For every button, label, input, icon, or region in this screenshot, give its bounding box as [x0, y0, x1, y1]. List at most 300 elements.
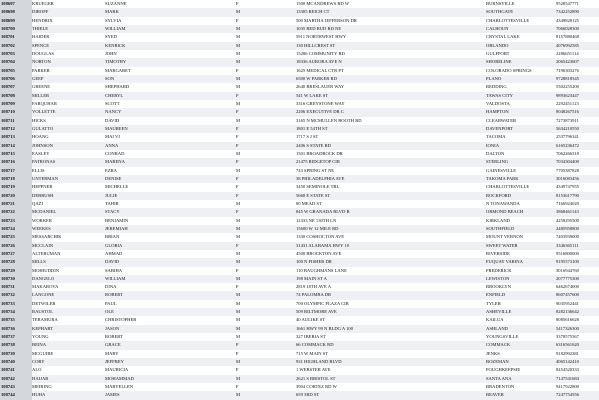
phone-cell: 2292451123: [556, 100, 579, 106]
last-name-cell: GREENE: [32, 84, 51, 90]
table-row[interactable]: [0, 108, 599, 116]
phone-cell: 5302255200: [556, 84, 579, 90]
first-name-cell: ROBERT: [105, 292, 123, 298]
record-id-cell: 108705: [0, 67, 32, 75]
phone-cell: 8454520333: [556, 367, 579, 373]
table-row[interactable]: [0, 92, 599, 100]
phone-cell: 8157880468: [556, 34, 579, 40]
phone-cell: 4065142410: [556, 359, 579, 365]
sex-cell: F: [236, 192, 239, 198]
first-name-cell: JEREMIAH: [105, 225, 128, 231]
table-row[interactable]: [0, 366, 599, 374]
address-cell: 2406 S STATE RD: [296, 142, 331, 148]
record-id-cell: 108697: [0, 0, 32, 8]
sex-cell: F: [236, 125, 239, 131]
sex-cell: M: [236, 59, 241, 65]
record-id-cell: 108737: [0, 333, 32, 341]
phone-cell: 3346365111: [556, 242, 579, 248]
first-name-cell: AHMAD: [105, 250, 123, 256]
city-cell: CHARLOTTESVILLE: [486, 17, 530, 23]
last-name-cell: MCGUIRE: [32, 350, 54, 356]
phone-cell: 9035952441: [556, 300, 579, 306]
first-name-cell: BENJAMIN: [105, 217, 129, 223]
last-name-cell: MOHIUDDIN: [32, 267, 60, 273]
city-cell: BEAVER: [486, 392, 504, 398]
city-cell: GAINESVILLE: [486, 167, 517, 173]
record-id-cell: 108725: [0, 233, 32, 241]
table-row[interactable]: [0, 375, 599, 383]
record-id-cell: 108719: [0, 183, 32, 191]
city-cell: CLEARWATER: [486, 117, 517, 123]
phone-cell: 9195573100: [556, 259, 579, 265]
city-cell: SOUTHGATE: [486, 9, 514, 15]
first-name-cell: GRACE: [105, 342, 121, 348]
table-row[interactable]: [0, 58, 599, 66]
record-id-cell: 108734: [0, 308, 32, 316]
sex-cell: M: [236, 34, 241, 40]
phone-cell: 9528547771: [556, 1, 579, 6]
phone-cell: 2286651114: [556, 50, 579, 56]
last-name-cell: EASLEY: [32, 150, 50, 156]
phone-cell: 4349747955: [556, 184, 579, 190]
city-cell: TAWAS CITY: [486, 92, 513, 98]
city-cell: BOZEMAN: [486, 359, 509, 365]
phone-cell: 8048267516: [556, 109, 579, 115]
phone-cell: 8153617790: [556, 192, 579, 198]
phone-cell: 7273873911: [556, 117, 579, 123]
city-cell: BRADENTON: [486, 384, 515, 390]
table-row[interactable]: [0, 316, 599, 324]
phone-cell: 6316561620: [556, 342, 579, 348]
address-cell: 509 BILTMORE AVE: [296, 309, 337, 315]
address-cell: 198 MAIN ST A: [296, 275, 327, 281]
first-name-cell: SCOTT: [105, 100, 120, 106]
record-id-cell: 108700: [0, 25, 32, 33]
table-row[interactable]: [0, 358, 599, 366]
address-cell: 541 W LAKE ST: [296, 92, 329, 98]
last-name-cell: VOLLETTE: [32, 109, 56, 115]
table-row[interactable]: [0, 50, 599, 58]
sex-cell: M: [236, 9, 241, 15]
last-name-cell: HENDRIX: [32, 17, 53, 23]
last-name-cell: HAIDER: [32, 34, 50, 40]
record-id-cell: 108718: [0, 175, 32, 183]
phone-cell: 7342252890: [556, 9, 579, 15]
last-name-cell: ALO: [32, 367, 42, 373]
table-row[interactable]: [0, 150, 599, 158]
address-cell: 3450 SEMINOLE TRL: [296, 184, 340, 190]
city-cell: REDDING: [486, 84, 507, 90]
record-id-cell: 108713: [0, 133, 32, 141]
phone-cell: 3378575567: [556, 334, 579, 340]
table-row[interactable]: [0, 75, 599, 83]
table-row[interactable]: [0, 0, 599, 8]
sex-cell: F: [236, 209, 239, 215]
last-name-cell: FARQUHAR: [32, 100, 57, 106]
first-name-cell: MARK: [105, 9, 119, 15]
last-name-cell: WORKER: [32, 217, 52, 223]
phone-cell: 7166924020: [556, 200, 579, 206]
table-row[interactable]: [0, 158, 599, 166]
city-cell: SANTA ANA: [486, 375, 512, 381]
sex-cell: M: [236, 25, 241, 31]
address-cell: 3165 N MCMULLEN BOOTH RD: [296, 117, 362, 123]
address-cell: 3904 CORTEZ RD W: [296, 384, 337, 390]
city-cell: DAVENPORT: [486, 125, 513, 131]
first-name-cell: JAMES: [105, 392, 120, 398]
phone-cell: 2485958800: [556, 225, 579, 231]
table-row[interactable]: [0, 383, 599, 391]
city-cell: ROCKFORD: [486, 192, 512, 198]
record-id-cell: 108729: [0, 267, 32, 275]
record-id-cell: 108702: [0, 42, 32, 50]
first-name-cell: TIMOTHY: [105, 59, 127, 65]
table-row[interactable]: [0, 200, 599, 208]
record-id-cell: 108735: [0, 316, 32, 324]
address-cell: 1801 E 54TH ST: [296, 125, 328, 131]
phone-cell: 3868461143: [556, 209, 579, 215]
table-row[interactable]: [0, 100, 599, 108]
first-name-cell: PAUL: [105, 300, 117, 306]
sex-cell: M: [236, 325, 241, 331]
phone-cell: 4258295500: [556, 217, 579, 223]
table-row[interactable]: [0, 133, 599, 141]
city-cell: CRYSTAL LAKE: [486, 34, 520, 40]
phone-cell: 7034304400: [556, 159, 579, 165]
record-id-cell: 108724: [0, 225, 32, 233]
table-row[interactable]: [0, 17, 599, 25]
address-cell: 2621 S BRISTOL ST: [296, 375, 336, 381]
city-cell: MOUNT VERNON: [486, 234, 523, 240]
address-cell: 4500 BROCKTON AVE: [296, 250, 342, 256]
address-cell: 100 N FISHER DR: [296, 259, 332, 265]
sex-cell: M: [236, 75, 241, 81]
phone-cell: 9417922800: [556, 384, 579, 390]
city-cell: TAKOMA PARK: [486, 175, 519, 181]
phone-cell: 7196303276: [556, 67, 579, 73]
address-cell: 5668 E STATE ST: [296, 192, 331, 198]
first-name-cell: MAI VI: [105, 134, 120, 140]
phone-cell: 7247754556: [556, 392, 579, 398]
last-name-cell: HICKS: [32, 117, 46, 123]
city-cell: SHORELINE: [486, 59, 512, 65]
first-name-cell: DENISE: [105, 175, 122, 181]
sex-cell: F: [236, 342, 239, 348]
sex-cell: M: [236, 392, 241, 398]
address-cell: 12333 NE 130TH LN: [296, 217, 337, 223]
address-cell: 40 AULIKE ST: [296, 317, 326, 323]
phone-cell: 3016083456: [556, 175, 579, 181]
sex-cell: M: [236, 200, 241, 206]
city-cell: BURNSVILLE: [486, 1, 515, 6]
sex-cell: M: [236, 275, 241, 281]
address-cell: 1500 MCANDREWS RD W: [296, 1, 350, 6]
address-cell: 931 HIGHLAND BLVD: [296, 359, 342, 365]
city-cell: ORLANDO: [486, 42, 509, 48]
first-name-cell: WILLIAM: [105, 25, 126, 31]
table-row[interactable]: [0, 308, 599, 316]
first-name-cell: SABIHA: [105, 267, 123, 273]
address-cell: 500 MARTHA JEFFERSON DR: [296, 17, 357, 23]
phone-cell: 4076992585: [556, 42, 579, 48]
table-row[interactable]: [0, 217, 599, 225]
address-cell: 1 WEBSTER AVE: [296, 367, 331, 373]
record-id-cell: 108710: [0, 108, 32, 116]
city-cell: CALHOUN: [486, 25, 509, 31]
record-id-cell: 108720: [0, 192, 32, 200]
phone-cell: 6462674000: [556, 284, 579, 290]
last-name-cell: THIELE: [32, 25, 49, 31]
last-name-cell: CORY: [32, 359, 45, 365]
first-name-cell: SUZANNE: [105, 1, 127, 6]
address-cell: 31431 ALABAMA HWY 10: [296, 242, 350, 248]
city-cell: JENKS: [486, 350, 500, 356]
last-name-cell: DEBRUSH: [32, 192, 54, 198]
sex-cell: M: [236, 259, 241, 265]
phone-cell: 7066028300: [556, 25, 579, 31]
address-cell: 66 COMMACK RD: [296, 342, 334, 348]
record-id-cell: 108728: [0, 258, 32, 266]
first-name-cell: MICHELLE: [105, 184, 129, 190]
record-id-cell: 108711: [0, 117, 32, 125]
address-cell: 5911 NORTHWEST HWY: [296, 34, 347, 40]
table-row[interactable]: [0, 225, 599, 233]
first-name-cell: SON: [105, 75, 115, 81]
sex-cell: M: [236, 225, 241, 231]
last-name-cell: HAIJAR: [32, 375, 49, 381]
address-cell: 327 IBERIA ST: [296, 334, 326, 340]
sex-cell: M: [236, 375, 241, 381]
city-cell: BROOKLYN: [486, 284, 512, 290]
last-name-cell: GEEP: [32, 75, 44, 81]
table-row[interactable]: [0, 125, 599, 133]
sex-cell: F: [236, 67, 239, 73]
sex-cell: M: [236, 334, 241, 340]
table-row[interactable]: [0, 183, 599, 191]
record-id-cell: 108736: [0, 325, 32, 333]
first-name-cell: JULIE: [105, 192, 118, 198]
table-row[interactable]: [0, 192, 599, 200]
sex-cell: F: [236, 350, 239, 356]
address-cell: 13305 REICH CT: [296, 9, 330, 15]
first-name-cell: KENRICK: [105, 42, 126, 48]
phone-cell: 2065423607: [556, 59, 579, 65]
city-cell: ASHEVILLE: [486, 309, 512, 315]
table-row[interactable]: [0, 25, 599, 33]
record-id-cell: 108701: [0, 33, 32, 41]
last-name-cell: MILLER: [32, 92, 50, 98]
table-row[interactable]: [0, 333, 599, 341]
sex-cell: M: [236, 217, 241, 223]
record-id-cell: 108709: [0, 100, 32, 108]
phone-cell: 9728818345: [556, 75, 579, 81]
record-id-cell: 108723: [0, 217, 32, 225]
last-name-cell: ELLIS: [32, 167, 45, 173]
table-row[interactable]: [0, 275, 599, 283]
record-id-cell: 108726: [0, 242, 32, 250]
city-cell: CHARLOTTESVILLE: [486, 184, 530, 190]
phone-cell: 8282136642: [556, 309, 579, 315]
first-name-cell: ROBERT: [105, 334, 123, 340]
record-id-cell: 108698: [0, 8, 32, 16]
city-cell: COMMACK: [486, 342, 511, 348]
last-name-cell: QAZI: [32, 200, 43, 206]
sex-cell: F: [236, 184, 239, 190]
first-name-cell: CHERYL: [105, 92, 124, 98]
address-cell: 15600 W 12 MILE RD: [296, 225, 339, 231]
table-row[interactable]: [0, 242, 599, 250]
address-cell: 700 OLYMPIC PLAZA CIR: [296, 300, 349, 306]
table-row[interactable]: [0, 341, 599, 349]
sex-cell: F: [236, 367, 239, 373]
first-name-cell: CHRISTOPHER: [105, 317, 137, 323]
table-row[interactable]: [0, 258, 599, 266]
first-name-cell: CONRAD: [105, 150, 125, 156]
sex-cell: F: [236, 17, 239, 23]
first-name-cell: SHEPHARD: [105, 84, 130, 90]
sex-cell: F: [236, 267, 239, 273]
sex-cell: M: [236, 42, 241, 48]
table-row[interactable]: [0, 291, 599, 299]
address-cell: 110 BAUGHMANS LANE: [296, 267, 347, 273]
last-name-cell: MEIRING: [32, 384, 52, 390]
first-name-cell: DAVID: [105, 259, 120, 265]
last-name-cell: MILLS: [32, 259, 46, 265]
last-name-cell: JOHNSON: [32, 142, 53, 148]
city-cell: RIVERSIDE: [486, 250, 510, 256]
last-name-cell: ALTERUMAN: [32, 250, 61, 256]
record-id-cell: 108703: [0, 50, 32, 58]
table-row[interactable]: [0, 175, 599, 183]
address-cell: 80 MEAD ST: [296, 200, 322, 206]
last-name-cell: RAUSTOL: [32, 309, 54, 315]
table-row[interactable]: [0, 8, 599, 16]
sex-cell: F: [236, 142, 239, 148]
sex-cell: F: [236, 175, 239, 181]
first-name-cell: WILLIAM: [105, 275, 126, 281]
table-row[interactable]: [0, 42, 599, 50]
city-cell: FUQUAY VARINA: [486, 259, 523, 265]
first-name-cell: MAUREEN: [105, 125, 128, 131]
table-row[interactable]: [0, 208, 599, 216]
sex-cell: M: [236, 292, 241, 298]
sex-cell: F: [236, 242, 239, 248]
address-cell: 74 PALOMBA DR: [296, 292, 332, 298]
city-cell: SWEET WATER: [486, 242, 518, 248]
first-name-cell: JOHN: [105, 50, 117, 56]
address-cell: 1717 S J ST: [296, 134, 319, 140]
sex-cell: M: [236, 234, 241, 240]
table-row[interactable]: [0, 83, 599, 91]
city-cell: TYLER: [486, 300, 501, 306]
table-row[interactable]: [0, 117, 599, 125]
first-name-cell: MOHAMMAD: [105, 375, 134, 381]
table-row[interactable]: [0, 233, 599, 241]
record-id-cell: 108708: [0, 92, 32, 100]
record-id-cell: 108727: [0, 250, 32, 258]
first-name-cell: GLORIA: [105, 242, 123, 248]
record-id-cell: 108732: [0, 291, 32, 299]
address-cell: 1330 COSHOCTON AVE: [296, 234, 345, 240]
sex-cell: M: [236, 359, 241, 365]
first-name-cell: JASON: [105, 325, 120, 331]
phone-cell: 6165236472: [556, 142, 579, 148]
table-row[interactable]: [0, 267, 599, 275]
table-row[interactable]: [0, 67, 599, 75]
table-row[interactable]: [0, 283, 599, 291]
phone-cell: 4349828125: [556, 17, 579, 23]
city-cell: FREDERICK: [486, 267, 512, 273]
last-name-cell: NORTON: [32, 59, 51, 65]
record-id-cell: 108743: [0, 383, 32, 391]
sex-cell: M: [236, 309, 241, 315]
first-name-cell: MAURICIA: [105, 367, 129, 373]
city-cell: SOUTHFIELD: [486, 225, 515, 231]
phone-cell: 3016944760: [556, 267, 579, 273]
first-name-cell: BRIAN: [105, 234, 120, 240]
record-id-cell: 108738: [0, 341, 32, 349]
last-name-cell: WEEKES: [32, 225, 51, 231]
phone-cell: 8085616628: [556, 317, 579, 323]
sex-cell: F: [236, 384, 239, 390]
sex-cell: F: [236, 159, 239, 165]
address-cell: 1661 HWY 99 N BLDG A 100: [296, 325, 353, 331]
city-cell: VALDOSTA: [486, 100, 510, 106]
address-cell: 1035 RED BUD RD NE: [296, 25, 342, 31]
record-id-cell: 108716: [0, 158, 32, 166]
record-id-cell: 108715: [0, 150, 32, 158]
table-row[interactable]: [0, 250, 599, 258]
address-cell: 2640 BRESLAUER WAY: [296, 84, 345, 90]
city-cell: COLORADO SPRINGS: [486, 67, 532, 73]
first-name-cell: NANCY: [105, 109, 122, 115]
address-cell: 3316 GREYSTONE WAY: [296, 100, 345, 106]
city-cell: ASHLAND: [486, 325, 508, 331]
address-cell: 2206 EXECUTIVE DR C: [296, 109, 344, 115]
phone-cell: 8607457600: [556, 292, 579, 298]
city-cell: POUGHKEEPSIE: [486, 367, 521, 373]
city-cell: KAILUA: [486, 317, 504, 323]
table-row[interactable]: [0, 300, 599, 308]
table-row[interactable]: [0, 325, 599, 333]
sex-cell: M: [236, 150, 241, 156]
first-name-cell: JEFFREY: [105, 359, 124, 365]
first-name-cell: MARY: [105, 350, 119, 356]
last-name-cell: TERAMURA: [32, 317, 58, 323]
address-cell: 2819 18TH AVE A: [296, 284, 332, 290]
phone-cell: 5417326300: [556, 325, 579, 331]
table-row[interactable]: [0, 33, 599, 41]
table-row[interactable]: [0, 142, 599, 150]
first-name-cell: EZRA: [105, 167, 117, 173]
last-name-cell: PATRONAS: [32, 159, 56, 165]
table-row[interactable]: [0, 167, 599, 175]
phone-cell: 9893623447: [556, 92, 579, 98]
city-cell: N TONAWANDA: [486, 200, 520, 206]
last-name-cell: KRUEGER: [32, 1, 54, 6]
table-row[interactable]: [0, 350, 599, 358]
table-row[interactable]: [0, 391, 599, 399]
record-id-cell: 108731: [0, 283, 32, 291]
sex-cell: M: [236, 117, 241, 123]
city-cell: KIRKLAND: [486, 217, 510, 223]
last-name-cell: MCCLAIN: [32, 242, 54, 248]
city-cell: HAMPTON: [486, 109, 509, 115]
first-name-cell: SYLVIA: [105, 17, 122, 23]
first-name-cell: OLE: [105, 309, 114, 315]
sex-cell: M: [236, 300, 241, 306]
first-name-cell: DAVID: [105, 117, 120, 123]
